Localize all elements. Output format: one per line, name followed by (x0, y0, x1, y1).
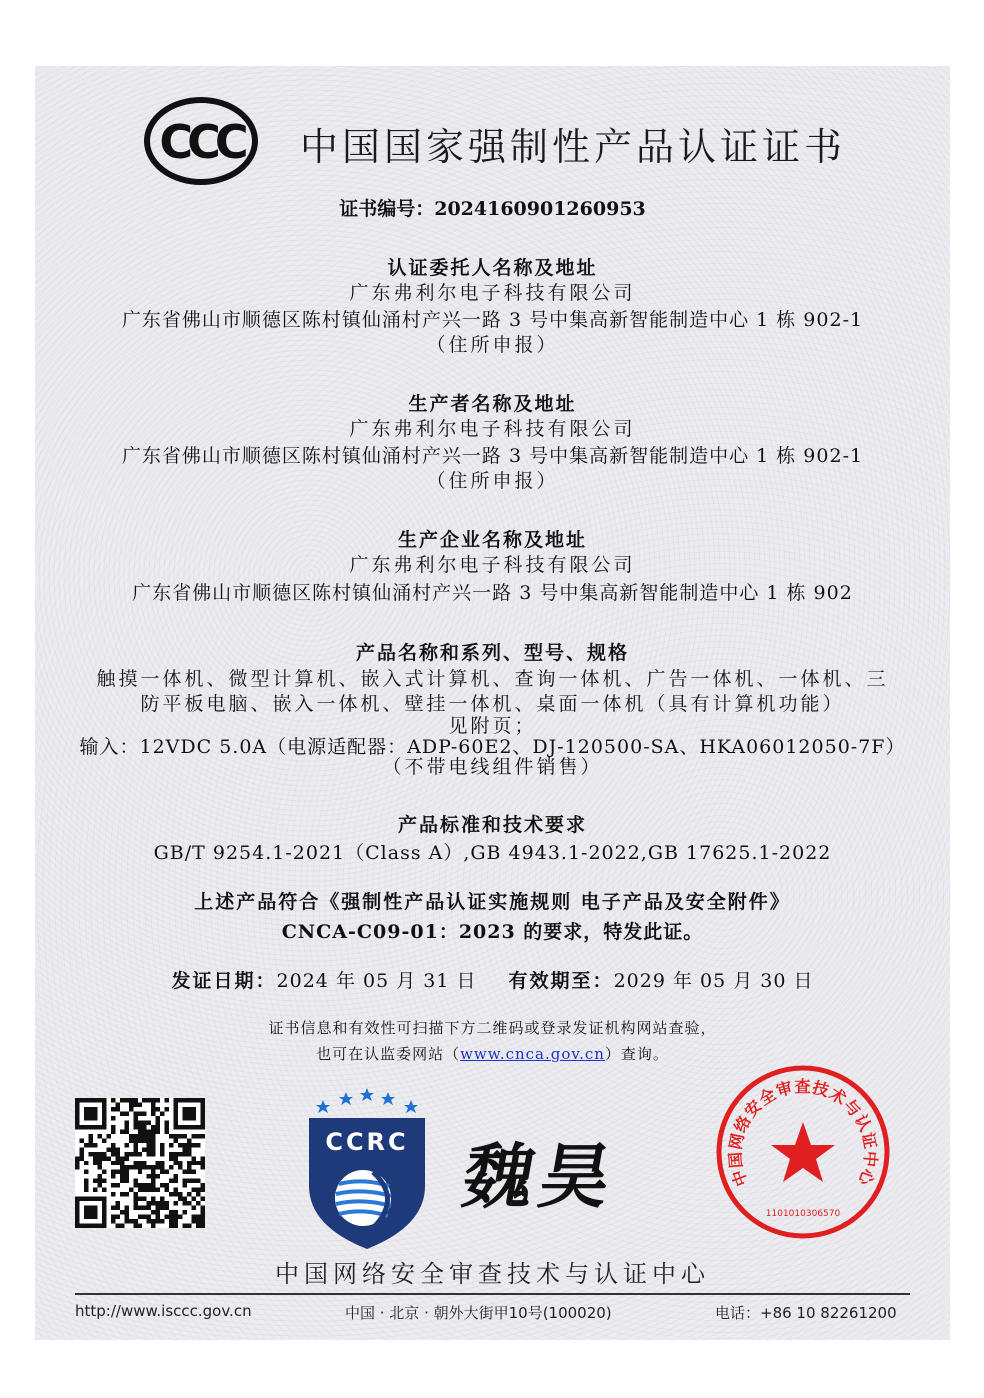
manufacturer-name: 广东弗利尔电子科技有限公司 (349, 418, 636, 440)
manufacturer-heading: 生产者名称及地址 (408, 393, 577, 415)
verify-line-1: 证书信息和有效性可扫描下方二维码或登录发证机构网站查验， (268, 1019, 717, 1037)
issue-date-label: 发证日期： (171, 970, 277, 992)
dates-line (35, 966, 950, 993)
organization-name: 中国网络安全审查技术与认证中心 (275, 1260, 710, 1288)
verify-prefix: 也可在认监委网站（ (316, 1045, 461, 1063)
factory-heading: 生产企业名称及地址 (397, 529, 587, 551)
standards-heading: 产品标准和技术要求 (397, 814, 587, 836)
ccrc-logo-text: CCRC (325, 1128, 409, 1156)
product-line-1: 触摸一体机、微型计算机、嵌入式计算机、查询一体机、广告一体机、一体机、三 (96, 668, 889, 690)
expire-date-label: 有效期至： (508, 970, 614, 992)
official-seal (715, 1064, 891, 1240)
conformity-line-2: CNCA-C09-01：2023 的要求，特发此证。 (281, 921, 704, 943)
footer-phone: 电话：+86 10 82261200 (715, 1304, 897, 1322)
expire-date-value: 2029 年 05 月 30 日 (613, 970, 814, 992)
footer-website[interactable]: http://www.isccc.gov.cn (75, 1302, 252, 1320)
product-line-5: （不带电线组件销售） (382, 756, 603, 778)
certificate-number-label: 证书编号： (339, 198, 435, 220)
signature: 魏昊 (456, 1135, 624, 1218)
product-line-4: 输入：12VDC 5.0A（电源适配器：ADP-60E2、DJ-120500-SA、HKA06012050-7F） (79, 736, 906, 758)
applicant-name: 广东弗利尔电子科技有限公司 (349, 282, 636, 304)
certificate-title: 中国国家强制性产品认证证书 (300, 125, 847, 169)
verify-suffix: ）查询。 (604, 1045, 669, 1063)
seal-number: 1101010306570 (765, 1209, 841, 1219)
certificate-number (35, 194, 950, 221)
manufacturer-address: 广东省佛山市顺德区陈村镇仙涌村产兴一路 3 号中集高新智能制造中心 1 栋 902-1 (121, 445, 864, 467)
factory-name: 广东弗利尔电子科技有限公司 (349, 554, 636, 576)
ccc-logo (143, 96, 259, 186)
ccc-logo-text: CCC (159, 115, 243, 169)
seal-text: 中国网络安全审查技术与认证中心 (725, 1077, 881, 1189)
cnca-website-link[interactable]: www.cnca.gov.cn (460, 1045, 605, 1063)
factory-address: 广东省佛山市顺德区陈村镇仙涌村产兴一路 3 号中集高新智能制造中心 1 栋 902 (132, 582, 853, 604)
certificate-paper (35, 66, 950, 1340)
applicant-address: 广东省佛山市顺德区陈村镇仙涌村产兴一路 3 号中集高新智能制造中心 1 栋 902-1 (121, 309, 864, 331)
conformity-line-1: 上述产品符合《强制性产品认证实施规则 电子产品及安全附件》 (194, 891, 791, 913)
applicant-note: （住所申报） (426, 334, 559, 356)
manufacturer-note: （住所申报） (426, 470, 559, 492)
applicant-heading: 认证委托人名称及地址 (387, 257, 598, 279)
certificate-number-value: 2024160901260953 (434, 198, 646, 220)
footer-address: 中国 · 北京 · 朝外大街甲10号(100020) (345, 1304, 612, 1322)
star-icon (771, 1122, 835, 1182)
ccrc-logo (303, 1086, 431, 1251)
product-line-3: 见附页； (448, 715, 537, 737)
footer-divider (75, 1293, 910, 1295)
product-line-2: 防平板电脑、嵌入一体机、壁挂一体机、桌面一体机（具有计算机功能） (140, 693, 845, 715)
qr-code[interactable] (75, 1098, 205, 1228)
standards-value: GB/T 9254.1-2021（Class A）,GB 4943.1-2022,GB 17625.1-2022 (153, 842, 832, 864)
verify-line-2 (35, 1043, 950, 1064)
issue-date-value: 2024 年 05 月 31 日 (276, 970, 477, 992)
product-heading: 产品名称和系列、型号、规格 (355, 642, 629, 664)
star-icons (316, 1088, 418, 1113)
